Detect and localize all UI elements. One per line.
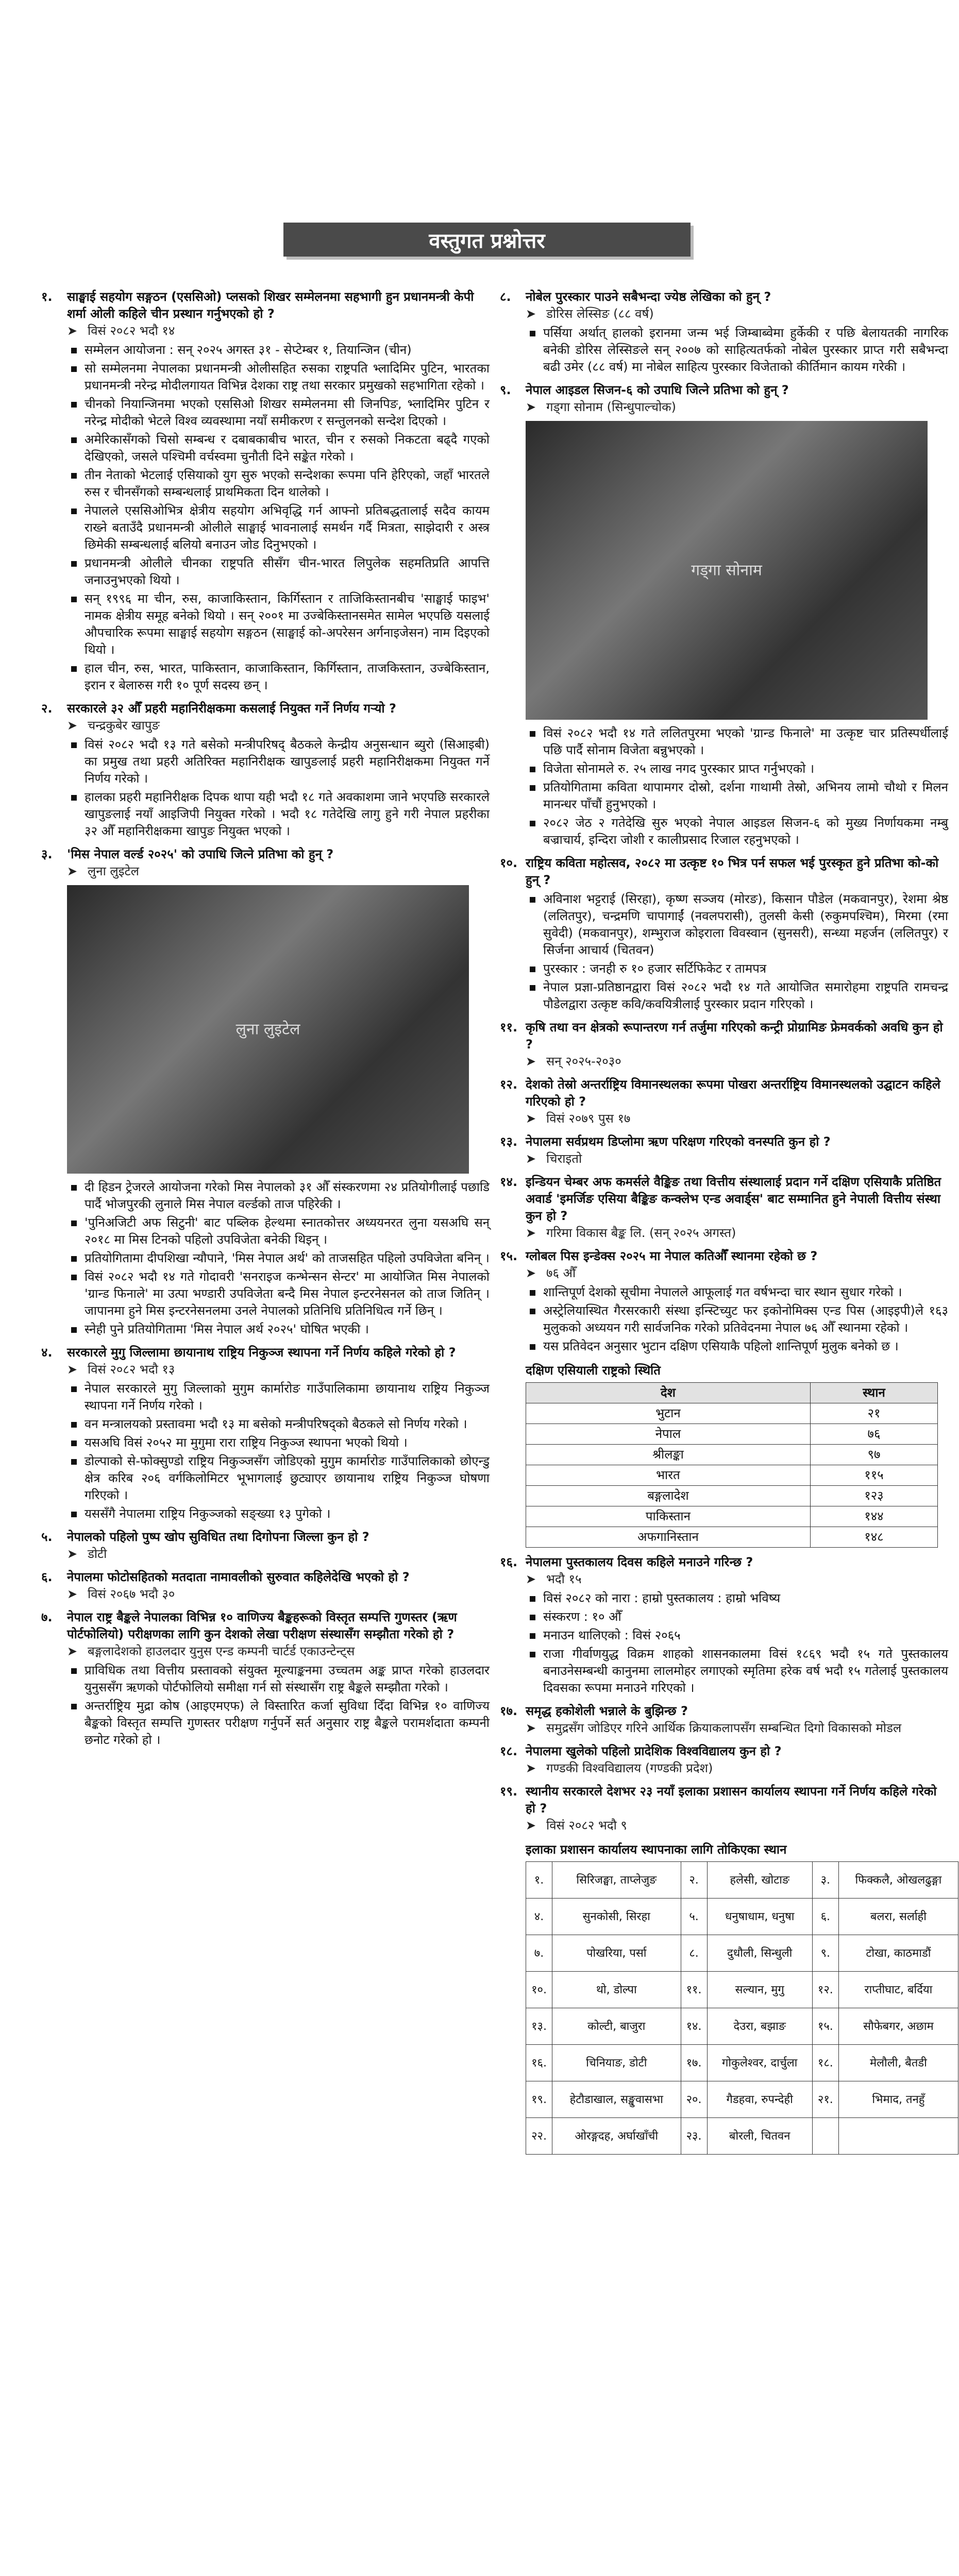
bullet-item: विसं २०८२ भदौ १४ गते ललितपुरमा भएको 'ग्रान्ड फिनाले' मा उत्कृष्ट चार प्रतिस्पर्धीलाई पछि पार्दै सोनाम विजेता बन्नुभएको ।: [526, 725, 948, 759]
table-cell: ११५: [810, 1465, 937, 1486]
bullet-list: [67, 1380, 490, 1522]
bullet-item: प्राविधिक तथा वित्तीय प्रस्तावको संयुक्त मूल्याङ्कनमा उच्चतम अङ्क प्राप्त गरेको हाउलदार युनुससँग ऋणको पोर्टफोलियो समीक्षा गर्न सो संस्थासँग राष्ट्र बैङ्कले सम्झौता गरेको ।: [67, 1662, 490, 1696]
answer-text: ७६ औँ: [546, 1266, 576, 1280]
bullet-list: [526, 1284, 948, 1355]
question-number: ६.: [41, 1570, 53, 1584]
answer-text: विसं २०८२ भदौ १३: [88, 1362, 175, 1377]
table-cell: गैडहवा, रुपन्देही: [707, 2081, 812, 2118]
page-title: वस्तुगत प्रश्नोत्तर: [283, 223, 691, 257]
bullet-item: विसं २०८२ भदौ १४ गते गोदावरी 'सनराइज कन्भेन्सन सेन्टर' मा आयोजित मिस नेपालको 'ग्रान्ड फिनाले' मा उत्पा भण्डारी उपविजेता बन्दै मिस नेपाल इन्टरनेसनल को ताज जितिन् । जापानमा हुने मिस इन्टरनेसनलमा उनले नेपालको प्रतिनिधि प्रतिनिधित्व गर्ने छिन् ।: [67, 1268, 490, 1319]
question-text: नेपालमा फोटोसहितको मतदाता नामावलीको सुरुवात कहिलेदेखि भएको हो ?: [67, 1570, 410, 1584]
bullet-item: संस्करण : १० औँ: [526, 1608, 948, 1625]
question-number: ९.: [500, 383, 511, 397]
answer-arrow-icon: ➤: [526, 400, 536, 414]
question-text: सरकारले मुगु जिल्लामा छायानाथ राष्ट्रिय निकुञ्ज स्थापना गर्ने निर्णय कहिले गरेको हो ?: [67, 1345, 456, 1360]
table-cell: १.: [526, 1862, 552, 1899]
question-text: नेपाल राष्ट्र बैङ्कले नेपालका विभिन्न १० वाणिज्य बैङ्कहरूको विस्तृत सम्पत्ति गुणस्तर (ऋण पोर्टफोलियो) परीक्षणका लागि कुन देशको लेखा परीक्षण संस्थासँग सम्झौता गरेको हो ?: [67, 1610, 457, 1641]
question-number: १७.: [500, 1704, 518, 1718]
table-cell: सल्यान, मुगु: [707, 1972, 812, 2008]
answer-text: लुना लुइटेल: [88, 864, 139, 878]
table-cell: [838, 2118, 958, 2155]
bullet-item: २०८२ जेठ २ गतेदेखि सुरु भएको नेपाल आइडल सिजन-६ को मुख्य निर्णायकमा नम्बु बज्राचार्य, इन्दिरा जोशी र कालीप्रसाद रिजाल रहनुभएको ।: [526, 815, 948, 849]
table-cell: फिक्कलै, ओखलढुङ्गा: [838, 1862, 958, 1899]
answer-text: विसं २०७९ पुस १७: [546, 1111, 631, 1126]
bullet-item: प्रधानमन्त्री ओलीले चीनका राष्ट्रपति सीसँग चीन-भारत लिपुलेक सहमतिप्रति आपत्ति जनाउनुभएको थियो ।: [67, 555, 490, 589]
table-cell: ७६: [810, 1424, 937, 1445]
answer-arrow-icon: ➤: [67, 1644, 78, 1658]
bullet-item: सन् १९९६ मा चीन, रुस, काजाकिस्तान, किर्गिस्तान र ताजिकिस्तानबीच 'साङ्घाई फाइभ' नामक क्षेत्रीय समूह बनेको थियो । सन् २००१ मा उज्बेकिस्तानसमेत सामेल भएपछि यसलाई औपचारिक रूपमा साङ्घाई सहयोग सङ्गठन (साङ्घाई को-अपरेसन अर्गनाइजेसन) नाम दिइएको थियो ।: [67, 590, 490, 658]
question-number: १६.: [500, 1555, 518, 1569]
answer-arrow-icon: ➤: [526, 1111, 536, 1126]
answer-arrow-icon: ➤: [526, 1572, 536, 1586]
answer-text: चिराइतो: [546, 1151, 582, 1166]
question-number: १४.: [500, 1175, 518, 1189]
question: [500, 289, 948, 306]
table-cell: श्रीलङ्का: [526, 1445, 811, 1465]
table-cell: १८.: [812, 2045, 838, 2081]
answer: [67, 863, 490, 880]
answer: [67, 717, 490, 734]
table-row: [526, 2081, 958, 2118]
question: [500, 1076, 948, 1110]
table-cell: सिरिजङ्घा, ताप्लेजुङ: [552, 1862, 681, 1899]
question: [41, 1529, 490, 1546]
bullet-list: [67, 736, 490, 840]
question-text: देशको तेस्रो अन्तर्राष्ट्रिय विमानस्थलका रूपमा पोखरा अन्तर्राष्ट्रिय विमानस्थलको उद्घाटन कहिले गरिएको हो ?: [526, 1077, 940, 1109]
question: [41, 846, 490, 863]
answer-text: गण्डकी विश्वविद्यालय (गण्डकी प्रदेश): [546, 1761, 713, 1775]
answer-arrow-icon: ➤: [526, 1818, 536, 1833]
table-cell: २१: [810, 1403, 937, 1424]
question: [500, 1133, 948, 1150]
table-row: [526, 1424, 938, 1445]
bullet-item: डोल्पाको से-फोक्सुण्डो राष्ट्रिय निकुञ्जसँग जोडिएको मुगुम कार्मारोङ गाउँपालिकाको छोएन्डु क्षेत्र करिब २०६ वर्गकिलोमिटर भूभागलाई छुट्याएर छायानाथ राष्ट्रिय निकुञ्ज घोषणा गरिएको ।: [67, 1453, 490, 1504]
bullet-item: सम्मेलन आयोजना : सन् २०२५ अगस्त ३१ - सेप्टेम्बर १, तियान्जिन (चीन): [67, 342, 490, 359]
right-column: [500, 282, 948, 2155]
table-cell: १४.: [681, 2008, 707, 2045]
answer-text: बङ्गलादेशको हाउलदार युनुस एन्ड कम्पनी चार्टर्ड एकाउन्टेन्ट्स: [88, 1644, 355, 1658]
answer-text: गरिमा विकास बैङ्क लि. (सन् २०२५ अगस्त): [546, 1226, 736, 1240]
answer: [67, 1546, 490, 1563]
question-text: नेपालको पहिलो पुष्प खोप सुविधित तथा दिगोपना जिल्ला कुन हो ?: [67, 1530, 369, 1544]
bullet-item: स्नेही पुने प्रतियोगितामा 'मिस नेपाल अर्थ २०२५' घोषित भएकी ।: [67, 1321, 490, 1338]
table-cell: बोरली, चितवन: [707, 2118, 812, 2155]
table-cell: ७.: [526, 1935, 552, 1972]
bullet-item: प्रतियोगितामा कविता थापामगर दोस्रो, दर्शना गाथामी तेस्रो, अभिनय लामो चौथो र मिलन मानन्धर पाँचौं हुनुभएको ।: [526, 779, 948, 813]
table-cell: राप्तीघाट, बर्दिया: [838, 1972, 958, 2008]
table-row: [526, 2118, 958, 2155]
question-number: ५.: [41, 1530, 53, 1544]
table-row: [526, 2045, 958, 2081]
table-row: [526, 1899, 958, 1935]
answer-text: डोरिस लेस्सिङ (८८ वर्ष): [546, 307, 654, 321]
table-cell: ६.: [812, 1899, 838, 1935]
bullet-list: [526, 325, 948, 376]
table-row: [526, 1486, 938, 1506]
question: [41, 1344, 490, 1361]
answer: [526, 1760, 948, 1777]
question-text: 'मिस नेपाल वर्ल्ड २०२५' को उपाधि जित्ने प्रतिभा को हुन् ?: [67, 847, 334, 861]
question-text: नोबेल पुरस्कार पाउने सबैभन्दा ज्येष्ठ लेखिका को हुन् ?: [526, 290, 771, 304]
bullet-item: चीनको नियान्जिनमा भएको एससिओ शिखर सम्मेलनमा सी जिनपिङ, भ्लादिमिर पुटिन र नरेन्द्र मोदीको भेटले विश्व व्यवस्थामा नयाँ समीकरण र सन्तुलनको सन्देश दिएको ।: [67, 396, 490, 430]
table-cell: [812, 2118, 838, 2155]
bullet-item: नेपाल प्रज्ञा-प्रतिष्ठानद्वारा विसं २०८२ भदौ १४ गते आयोजित समारोहमा राष्ट्रपति रामचन्द्र पौडेलद्वारा उत्कृष्ट कवि/कवयित्रीलाई पुरस्कार प्रदान गरिएको ।: [526, 979, 948, 1013]
table-header-row: [526, 1383, 938, 1403]
table-cell: ११.: [681, 1972, 707, 2008]
bullet-item: यससँगै नेपालमा राष्ट्रिय निकुञ्जको सङ्ख्या १३ पुगेको ।: [67, 1505, 490, 1522]
photo-caption: लुना लुइटेल: [235, 1020, 300, 1039]
table-cell: १४४: [810, 1506, 937, 1527]
bullet-item: यसअघि विसं २०५२ मा मुगुमा रारा राष्ट्रिय निकुञ्ज स्थापना भएको थियो ।: [67, 1434, 490, 1451]
answer-text: विसं २०६७ भदौ ३०: [88, 1587, 175, 1601]
question: [41, 289, 490, 323]
answer: [526, 306, 948, 323]
table-row: [526, 1972, 958, 2008]
bullet-list: [526, 891, 948, 1013]
table-cell: गोकुलेश्वर, दार्चुला: [707, 2045, 812, 2081]
bullet-item: अविनाश भट्टराई (सिरहा), कृष्ण सञ्जय (मोरङ), किसान पौडेल (मकवानपुर), रेशमा श्रेष्ठ (ललितपुर), चन्द्रमणि चापागाईं (नवलपरासी), तुलसी केसी (रुकुमपश्चिम), मिरमा (रमा सुवेदी) (मकवानपुर), शम्भुराज कोइराला विवस्वान (सुनसरी), सन्ध्या महर्जन (ललितपुर) र सिर्जना आचार्य (चितवन): [526, 891, 948, 959]
table-cell: देउरा, बझाङ: [707, 2008, 812, 2045]
question-text: नेपालमा सर्वप्रथम डिप्लोमा ऋण परिक्षण गरिएको वनस्पति कुन हो ?: [526, 1134, 831, 1149]
answer: [67, 1643, 490, 1660]
question-number: १२.: [500, 1077, 518, 1092]
answer-arrow-icon: ➤: [526, 1151, 536, 1166]
question-number: ८.: [500, 290, 511, 304]
question-number: १३.: [500, 1134, 518, 1149]
question-text: नेपालमा खुलेको पहिलो प्रादेशिक विश्वविद्यालय कुन हो ?: [526, 1744, 782, 1758]
table-cell: १६.: [526, 2045, 552, 2081]
table-cell: ओरङ्गदह, अर्घाखाँची: [552, 2118, 681, 2155]
table-cell: सुनकोसी, सिरहा: [552, 1899, 681, 1935]
question: [500, 1174, 948, 1225]
bullet-list: [67, 342, 490, 694]
answer: [526, 1817, 948, 1834]
answer-arrow-icon: ➤: [67, 864, 78, 878]
table-cell: हेटौडाखाल, सङ्खुवासभा: [552, 2081, 681, 2118]
bullet-item: पर्सिया अर्थात् हालको इरानमा जन्म भई जिम्बाब्वेमा हुर्केकी र पछि बेलायतकी नागरिक बनेकी डोरिस लेस्सिङले सन् २००७ को साहित्यतर्फको नोबेल पुरस्कार प्राप्त गरी सबैभन्दा बढी उमेर (८८ वर्ष) मा नोबेल साहित्य पुरस्कार विजेताको कीर्तिमान कायम गरेकी ।: [526, 325, 948, 376]
table-cell: पाकिस्तान: [526, 1506, 811, 1527]
answer: [526, 1110, 948, 1127]
table-row: [526, 1527, 938, 1548]
offices-table: [526, 1861, 958, 2155]
bullet-item: यस प्रतिवेदन अनुसार भुटान दक्षिण एसियाकै पहिलो शान्तिपूर्ण मुलुक बनेको छ ।: [526, 1338, 948, 1355]
bullet-item: पुरस्कार : जनही रु १० हजार सर्टिफिकेट र तामपत्र: [526, 960, 948, 977]
answer: [526, 399, 948, 416]
news-photo: [67, 885, 469, 1174]
table-cell: मेलौली, बैतडी: [838, 2045, 958, 2081]
question-text: स्थानीय सरकारले देशभर २३ नयाँ इलाका प्रशासन कार्यालय स्थापना गर्ने निर्णय कहिले गरेको हो ?: [526, 1784, 937, 1816]
table-cell: १९.: [526, 2081, 552, 2118]
answer-arrow-icon: ➤: [526, 1266, 536, 1280]
table-cell: चिनियाङ, डोटी: [552, 2045, 681, 2081]
bullet-list: [526, 725, 948, 849]
table-cell: १२.: [812, 1972, 838, 2008]
answer-arrow-icon: ➤: [526, 1761, 536, 1775]
table-cell: कोल्टी, बाजुरा: [552, 2008, 681, 2045]
bullet-item: मनाउन थालिएको : विसं २०६५: [526, 1627, 948, 1644]
table-cell: १२३: [810, 1486, 937, 1506]
answer: [67, 323, 490, 340]
table-row: [526, 1445, 938, 1465]
photo-caption: गड्गा सोनाम: [691, 561, 762, 580]
bullet-item: नेपाल सरकारले मुगु जिल्लाको मुगुम कार्मारोङ गाउँपालिकामा छायानाथ राष्ट्रिय निकुञ्ज स्थापना गर्ने निर्णय गरेको ।: [67, 1380, 490, 1414]
question-number: ४.: [41, 1345, 53, 1360]
answer: [67, 1361, 490, 1378]
question-text: राष्ट्रिय कविता महोत्सव, २०८२ मा उत्कृष्ट १० भित्र पर्न सफल भई पुरस्कृत हुने प्रतिभा को-को हुन् ?: [526, 856, 939, 887]
bullet-item: अस्ट्रेलियास्थित गैरसरकारी संस्था इन्स्टिच्युट फर इकोनोमिक्स एन्ड पिस (आइइपी)ले १६३ मुलुकको अध्ययन गरी सार्वजनिक गरेको प्रतिवेदनमा नेपाल ७६ औँ स्थानमा रहेको ।: [526, 1302, 948, 1336]
question-text: समृद्ध हकोशेली भन्नाले के बुझिन्छ ?: [526, 1704, 688, 1718]
question-number: २.: [41, 701, 53, 716]
question: [500, 1554, 948, 1571]
answer-text: चन्द्रकुबेर खापुङ: [88, 718, 160, 733]
answer-arrow-icon: ➤: [526, 307, 536, 321]
table-cell: १३.: [526, 2008, 552, 2045]
answer-text: भदौ १५: [546, 1572, 582, 1586]
question-number: ११.: [500, 1020, 518, 1035]
table-cell: २२.: [526, 2118, 552, 2155]
table-cell: दुधौली, सिन्धुली: [707, 1935, 812, 1972]
table-cell: भुटान: [526, 1403, 811, 1424]
answer: [67, 1586, 490, 1603]
answer-arrow-icon: ➤: [67, 1362, 78, 1377]
table-cell: ९७: [810, 1445, 937, 1465]
answer: [526, 1571, 948, 1588]
answer-text: गड्गा सोनाम (सिन्धुपाल्चोक): [546, 400, 676, 414]
table-cell: हलेसी, खोटाङ: [707, 1862, 812, 1899]
bullet-item: 'पुनिअजिटी अफ सिटुनी' बाट पब्लिक हेल्थमा स्नातकोत्तर अध्ययनरत लुना यसअघि सन् २०१८ मा मिस टिनको पहिलो उपविजेता बनेकी थिइन् ।: [67, 1214, 490, 1248]
question-text: सरकारले ३२ औँ प्रहरी महानिरीक्षकमा कसलाई नियुक्त गर्ने निर्णय गऱ्यो ?: [67, 701, 396, 716]
table-header-cell: स्थान: [810, 1383, 937, 1403]
question: [500, 1248, 948, 1265]
question: [500, 855, 948, 889]
answer-text: सन् २०२५-२०३०: [546, 1054, 621, 1069]
answer-text: विसं २०८२ भदौ ९: [546, 1818, 627, 1833]
answer: [526, 1265, 948, 1282]
bullet-item: दी हिडन ट्रेजरले आयोजना गरेको मिस नेपालको ३१ औँ संस्करणमा २४ प्रतियोगीलाई पछाडि पार्दै भोजपुरकी लुनाले मिस नेपाल वर्ल्डको ताज पहिरेकी ।: [67, 1179, 490, 1213]
left-column: [41, 282, 490, 1751]
table-cell: सौफेबगर, अछाम: [838, 2008, 958, 2045]
table-title: दक्षिण एसियाली राष्ट्रको स्थिति: [526, 1363, 661, 1378]
question: [500, 1703, 948, 1720]
question: [500, 1743, 948, 1760]
question-text: ग्लोबल पिस इन्डेक्स २०२५ मा नेपाल कतिऔँ स्थानमा रहेको छ ?: [526, 1249, 818, 1263]
table-cell: ४.: [526, 1899, 552, 1935]
table-cell: भारत: [526, 1465, 811, 1486]
bullet-item: प्रतियोगितामा दीपशिखा न्यौपाने, 'मिस नेपाल अर्थ' को ताजसहित पहिलो उपविजेता बनिन् ।: [67, 1250, 490, 1267]
table-cell: १०.: [526, 1972, 552, 2008]
table-cell: भिमाद, तनहुँ: [838, 2081, 958, 2118]
question: [41, 700, 490, 717]
answer-arrow-icon: ➤: [526, 1226, 536, 1240]
table-cell: अफगानिस्तान: [526, 1527, 811, 1548]
bullet-item: विजेता सोनामले रु. २५ लाख नगद पुरस्कार प्राप्त गर्नुभएको ।: [526, 760, 948, 777]
table-header-cell: देश: [526, 1383, 811, 1403]
bullet-item: विसं २०८२ भदौ १३ गते बसेको मन्त्रीपरिषद् बैठकले केन्द्रीय अनुसन्धान ब्युरो (सिआइबी) का प्रमुख तथा प्रहरी अतिरिक्त महानिरीक्षक खापुङलाई प्रहरी महानिरीक्षकमा नियुक्त गर्ने निर्णय गरेको ।: [67, 736, 490, 787]
table-cell: बलरा, सर्लाही: [838, 1899, 958, 1935]
table-row: [526, 1862, 958, 1899]
answer-text: समुद्रसँग जोडिएर गरिने आर्थिक क्रियाकलापसँग सम्बन्धित दिगो विकासको मोडल: [546, 1721, 902, 1735]
table-cell: ८.: [681, 1935, 707, 1972]
question-text: कृषि तथा वन क्षेत्रको रूपान्तरण गर्न तर्जुमा गरिएको कन्ट्री प्रोग्रामिङ फ्रेमवर्कको अवधि कुन हो ?: [526, 1020, 943, 1052]
bullet-item: अमेरिकासँगको चिसो सम्बन्ध र दबाबकाबीच भारत, चीन र रुसको निकटता बढ्दै गएको देखिएको, जसले पश्चिमी वर्चस्वमा चुनौती दिने सङ्केत गरेको ।: [67, 431, 490, 465]
question: [500, 1783, 948, 1817]
table-cell: १७.: [681, 2045, 707, 2081]
bullet-list: [67, 1179, 490, 1338]
answer-arrow-icon: ➤: [67, 1587, 78, 1601]
answer-arrow-icon: ➤: [67, 718, 78, 733]
table-cell: ९.: [812, 1935, 838, 1972]
answer: [526, 1720, 948, 1737]
bullet-item: वन मन्त्रालयको प्रस्तावमा भदौ १३ मा बसेको मन्त्रीपरिषद्को बैठकले सो निर्णय गरेको ।: [67, 1416, 490, 1433]
question-number: १०.: [500, 856, 518, 870]
answer: [526, 1150, 948, 1167]
table-cell: १५.: [812, 2008, 838, 2045]
answer: [526, 1053, 948, 1070]
table-row: [526, 1465, 938, 1486]
table-cell: २.: [681, 1862, 707, 1899]
table-cell: ३.: [812, 1862, 838, 1899]
table-row: [526, 1935, 958, 1972]
bullet-item: नेपालले एससिओभित्र क्षेत्रीय सहयोग अभिवृद्धि गर्न आफ्नो प्रतिबद्धतालाई सदैव कायम राख्ने बताउँदै प्रधानमन्त्री ओलीले साङ्घाई भावनालाई समर्थन गर्दै मित्रता, साझेदारी र अस्त्र छिमेकी सम्बन्धलाई बलियो बनाउन जोड दिनुभएको ।: [67, 502, 490, 553]
question: [41, 1609, 490, 1643]
question: [500, 1019, 948, 1053]
question: [500, 382, 948, 399]
table-cell: पोखरिया, पर्सा: [552, 1935, 681, 1972]
bullet-item: हालका प्रहरी महानिरीक्षक दिपक थापा यही भदौ १८ गते अवकाशमा जाने भएपछि सरकारले खापुङलाई नयाँ आइजिपी नियुक्त गरेको । भदौ १८ गतेदेखि लागु हुने गरी नेपाल प्रहरीका ३२ औँ महानिरीक्षकमा खापुङ नियुक्त भएको ।: [67, 789, 490, 840]
table-cell: नेपाल: [526, 1424, 811, 1445]
table-cell: १४८: [810, 1527, 937, 1548]
answer-arrow-icon: ➤: [526, 1721, 536, 1735]
question-text: साङ्घाई सहयोग सङ्गठन (एससिओ) प्लसको शिखर सम्मेलनमा सहभागी हुन प्रधानमन्त्री केपी शर्मा ओली कहिले चीन प्रस्थान गर्नुभएको हो ?: [67, 290, 474, 321]
table-cell: टोखा, काठमाडौं: [838, 1935, 958, 1972]
bullet-item: शान्तिपूर्ण देशको सूचीमा नेपालले आफूलाई गत वर्षभन्दा चार स्थान सुधार गरेको ।: [526, 1284, 948, 1301]
news-photo: [526, 421, 928, 720]
answer-text: डोटी: [88, 1547, 107, 1561]
peace-index-table: [526, 1382, 938, 1548]
bullet-item: सो सम्मेलनमा नेपालका प्रधानमन्त्री ओलीसहित रुसका राष्ट्रपति भ्लादिमिर पुटिन, भारतका प्रधानमन्त्री नरेन्द्र मोदीलगायत विभिन्न देशका राष्ट्र तथा सरकार प्रमुखको सहभागिता रहेको ।: [67, 360, 490, 394]
table-row: [526, 2008, 958, 2045]
bullet-item: तीन नेताको भेटलाई एसियाको युग सुरु भएको सन्देशका रूपमा पनि हेरिएको, जहाँ भारतले रुस र चीनसँगको सम्बन्धलाई प्राथमिकता दिन थालेको ।: [67, 467, 490, 501]
table-row: [526, 1403, 938, 1424]
question: [41, 1569, 490, 1586]
table-cell: ५.: [681, 1899, 707, 1935]
bullet-item: अन्तर्राष्ट्रिय मुद्रा कोष (आइएमएफ) ले विस्तारित कर्जा सुविधा दिँदा विभिन्न १० वाणिज्य बैङ्कको विस्तृत सम्पत्ति गुणस्तर परीक्षण गर्नुपर्ने सर्त अनुसार राष्ट्र बैङ्कले परामर्शदाता कम्पनी छनोट गरेको हो ।: [67, 1698, 490, 1749]
answer-arrow-icon: ➤: [67, 324, 78, 338]
table-cell: बङ्गलादेश: [526, 1486, 811, 1506]
table-cell: २१.: [812, 2081, 838, 2118]
answer-text: विसं २०८२ भदौ १४: [88, 324, 175, 338]
question-number: १८.: [500, 1744, 518, 1758]
bullet-item: विसं २०८२ को नारा : हाम्रो पुस्तकालय : हाम्रो भविष्य: [526, 1590, 948, 1607]
question-number: १९.: [500, 1784, 518, 1799]
table-row: [526, 1506, 938, 1527]
table-cell: २०.: [681, 2081, 707, 2118]
question-text: इन्डियन चेम्बर अफ कमर्सले वैङ्किङ तथा वित्तीय संस्थालाई प्रदान गर्ने दक्षिण एसियाकै प्रतिष्ठित अवार्ड 'इमर्जिङ एसिया बैङ्किङ कन्क्लेभ एन्ड अवार्ड्स' बाट सम्मानित हुने नेपाली वित्तीय संस्था कुन हो ?: [526, 1175, 941, 1223]
bullet-item: राजा गीर्वाणयुद्ध विक्रम शाहको शासनकालमा विसं १८६९ भदौ १५ गते पुस्तकालय बनाउनेसम्बन्धी कानुनमा लालमोहर लगाएको स्मृतिमा हरेक वर्ष भदौ १५ गतेलाई पुस्तकालय दिवसका रूपमा मनाउने गरिएको ।: [526, 1646, 948, 1697]
question-number: ७.: [41, 1610, 53, 1624]
question-text: नेपालमा पुस्तकालय दिवस कहिले मनाउने गरिन्छ ?: [526, 1555, 753, 1569]
question-number: ३.: [41, 847, 53, 861]
table-cell: थो, डोल्पा: [552, 1972, 681, 2008]
answer: [526, 1225, 948, 1242]
answer-arrow-icon: ➤: [526, 1054, 536, 1069]
question-number: १५.: [500, 1249, 518, 1263]
grid-title: इलाका प्रशासन कार्यालय स्थापनाका लागि तोकिएका स्थान: [526, 1842, 787, 1857]
bullet-item: हाल चीन, रुस, भारत, पाकिस्तान, काजाकिस्तान, किर्गिस्तान, ताजकिस्तान, उज्बेकिस्तान, इरान र बेलारुस गरी १० पूर्ण सदस्य छन् ।: [67, 660, 490, 694]
table-cell: धनुषाधाम, धनुषा: [707, 1899, 812, 1935]
question-number: १.: [41, 290, 53, 304]
bullet-list: [67, 1662, 490, 1749]
table-cell: २३.: [681, 2118, 707, 2155]
bullet-list: [526, 1590, 948, 1697]
answer-arrow-icon: ➤: [67, 1547, 78, 1561]
question-text: नेपाल आइडल सिजन-६ को उपाधि जित्ने प्रतिभा को हुन् ?: [526, 383, 789, 397]
